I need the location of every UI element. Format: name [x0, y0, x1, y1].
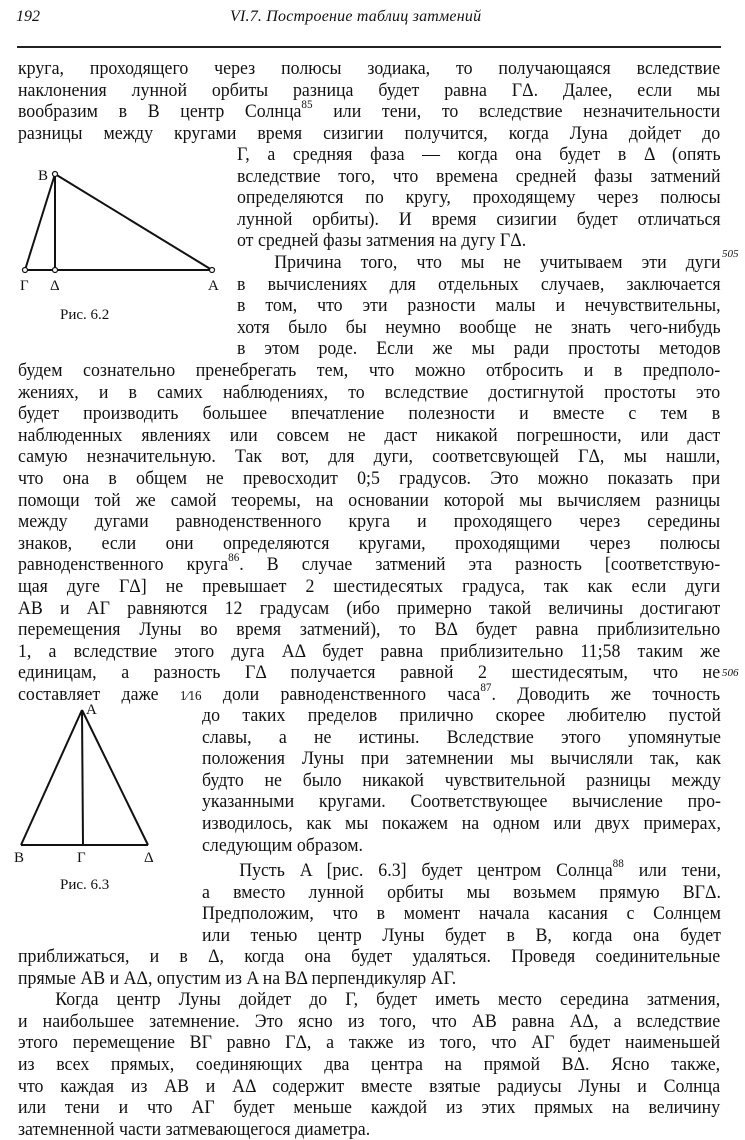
- text-run: изводилось, как мы покажем на одном или двух примерах,: [202, 812, 721, 834]
- text-block-3: [18, 360, 720, 706]
- text-line: [237, 209, 721, 231]
- text-line: [18, 511, 720, 533]
- text-line: [202, 770, 721, 792]
- text-run: наблюденных явлениях или совсем не даст никакой погрешности, или даст: [18, 424, 721, 446]
- text-run: или тенью центр Луны будет в B, когда она будет: [202, 924, 721, 946]
- footnote-ref: 86: [228, 550, 240, 565]
- fraction: 1⁄16: [179, 688, 202, 704]
- text-line: [202, 882, 721, 904]
- text-line: [18, 1032, 720, 1054]
- text-line: [202, 903, 721, 925]
- line-A-G: [82, 710, 83, 845]
- point-B: [53, 172, 58, 177]
- header-rule: [17, 46, 721, 48]
- label-B: B: [38, 168, 49, 184]
- text-block-6: [18, 946, 720, 1140]
- text-line: [18, 598, 720, 620]
- text-line: [18, 946, 720, 968]
- text-line: [237, 166, 721, 188]
- text-run: и наибольшее затемнение. Это ясно из того, что AB равна AΔ, а вследствие: [18, 1010, 721, 1032]
- page-number: 192: [16, 8, 40, 25]
- text-run: Предположим, что в момент начала касания с Солнцем: [202, 903, 721, 925]
- label-G: Г: [77, 850, 86, 866]
- text-line: [202, 791, 721, 813]
- text-run: в этом роде. Если же мы ради простоты методов: [237, 338, 721, 360]
- footnote-ref: 85: [301, 97, 313, 112]
- text-run: Причина того, что мы не учитываем эти дуги: [274, 251, 721, 273]
- text-run: определяются по кругу, проходящему через полюсы: [237, 187, 721, 209]
- text-line: [18, 403, 720, 425]
- text-run: положения Луны при затемнении мы вычисляли так, как: [202, 748, 721, 770]
- text-block-2: [237, 144, 721, 360]
- text-line: [18, 382, 720, 404]
- text-line: [237, 295, 721, 317]
- figure-6-2: [0, 150, 230, 330]
- text-run: что она в общем не превосходит 0;5 градусов. Это можно показать при: [18, 467, 721, 489]
- text-line: [18, 619, 720, 641]
- text-line: [237, 230, 721, 252]
- text-run: затемненной части затмевающегося диаметра.: [18, 1118, 371, 1140]
- text-line: [237, 252, 721, 274]
- text-run: перемещения Луны во время затмений), то BΔ будет равна приблизительно: [18, 619, 721, 641]
- text-run: жениях, и в самих наблюдениях, то вследствие достигнутой простоты это: [18, 381, 721, 403]
- text-line: [202, 813, 721, 835]
- text-line: [18, 123, 720, 145]
- text-run: прямые AB и AΔ, опустим из A на BΔ перпендикуляр AГ.: [18, 967, 457, 989]
- text-run: от средней фазы затмения на дугу ГΔ.: [237, 230, 527, 252]
- text-run: 1, а вследствие этого дуга AΔ будет равна приблизительно 11;58 таким же: [18, 640, 721, 662]
- text-run: наклонения лунной орбиты разница будет равна ГΔ. Далее, если мы: [18, 79, 721, 101]
- text-line: [202, 856, 721, 882]
- text-line: [237, 187, 721, 209]
- text-line: [237, 144, 721, 166]
- text-run: вследствие того, что времена средней фазы затмений: [237, 165, 721, 187]
- line-B-A: [55, 174, 212, 270]
- label-D: Δ: [144, 850, 154, 866]
- text-line: [18, 1119, 720, 1140]
- text-run: в том, что эти разности малы и нечувствительны,: [237, 295, 721, 317]
- line-A-B: [21, 710, 82, 845]
- text-block-4: [202, 705, 721, 856]
- text-run: самую незначительную. Так вот, для дуги, соответсвующей ГΔ, мы нашли,: [18, 446, 721, 468]
- text-block-1: [18, 58, 720, 144]
- line-A-D: [82, 710, 148, 845]
- text-run: славы, а не истины. Вследствие этого упомянутые: [202, 726, 721, 748]
- text-line: [18, 989, 720, 1011]
- text-run: . В случае затмений эта разность [соответствую-: [239, 554, 721, 576]
- text-run: между дугами равноденственного круга и проходящего через середины: [18, 511, 721, 533]
- text-line: [202, 727, 721, 749]
- figure-6-3-caption: Рис. 6.3: [60, 877, 110, 893]
- text-run: знаков, если они определяются кругами, проходящими через полюсы: [18, 532, 721, 554]
- label-D: Δ: [50, 278, 60, 294]
- text-run: Когда центр Луны дойдет до Г, будет иметь место середина затмения,: [55, 989, 721, 1011]
- text-line: [237, 317, 721, 339]
- text-run: круга, проходящего через полюсы зодиака, то получающаяся вследствие: [18, 58, 721, 79]
- text-line: [18, 425, 720, 447]
- text-line: [202, 748, 721, 770]
- text-run: Г, а средняя фаза — когда она будет в Δ (опять: [237, 144, 721, 165]
- text-line: [202, 705, 721, 727]
- text-line: [18, 1054, 720, 1076]
- point-A: [210, 268, 215, 273]
- text-line: [18, 550, 721, 576]
- label-A: A: [86, 702, 97, 718]
- text-run: . Доводить же точность: [491, 683, 721, 705]
- text-line: [18, 446, 720, 468]
- text-run: будет производить большее впечатление полезности и вместе с тем в: [18, 403, 721, 425]
- text-run: до таких пределов прилично скорее любителю пустой: [202, 705, 721, 726]
- text-run: или тени,: [623, 860, 721, 881]
- text-line: [18, 490, 720, 512]
- figure-6-3: [0, 690, 200, 866]
- text-run: составляет даже: [18, 683, 180, 705]
- text-line: [18, 1076, 720, 1098]
- text-run: или тени и что AГ будет меньше каждой из этих прямых на величину: [18, 1097, 721, 1119]
- text-run: приближаться, и в Δ, когда она будет удаляться. Проведя соединительные: [18, 946, 721, 967]
- text-line: [237, 274, 721, 296]
- margin-number-506: 506: [722, 667, 739, 679]
- margin-number-505: 505: [722, 248, 739, 260]
- label-A: A: [208, 278, 219, 294]
- text-run: разницы между кругами время сизигии получится, когда Луна дойдет до: [18, 122, 721, 144]
- text-run: единицам, а разность ГΔ получается равной 2 шестидесятым, что не: [18, 662, 721, 684]
- line-B-G: [25, 174, 55, 270]
- footnote-ref: 88: [612, 856, 624, 870]
- text-line: [18, 1011, 720, 1033]
- text-run: будто не было никакой чувствительной разницы между: [202, 769, 721, 791]
- text-line: [18, 1097, 720, 1119]
- text-run: помощи той же самой теоремы, на основании которой мы вычисляем разницы: [18, 489, 721, 511]
- text-line: [18, 97, 721, 123]
- text-run: доли равноденственного часа: [201, 683, 481, 705]
- text-line: [18, 533, 720, 555]
- text-run: в вычислениях для отдельных случаев, заключается: [237, 273, 721, 295]
- text-line: [18, 968, 720, 990]
- point-D: [53, 268, 58, 273]
- label-B: B: [14, 850, 25, 866]
- text-line: [18, 360, 720, 382]
- text-run: щая дуге ГΔ] не превышает 2 шестидесятых градуса, так как если дуги: [18, 575, 721, 597]
- text-block-5: [202, 856, 721, 946]
- text-run: или тени, то вследствие незначительности: [312, 101, 721, 123]
- text-line: [18, 468, 720, 490]
- text-run: вообразим в B центр Солнца: [18, 101, 302, 123]
- text-line: [202, 835, 721, 857]
- text-run: что каждая из AB и AΔ содержит вместе взятые радиусы Луны и Солнца: [18, 1075, 721, 1097]
- figure-6-2-caption: Рис. 6.2: [60, 307, 110, 323]
- text-run: лунной орбиты). И время сизигии будет отличаться: [237, 208, 721, 230]
- text-run: Пусть A [рис. 6.3] будет центром Солнца: [239, 860, 613, 881]
- text-run: следующим образом.: [202, 834, 364, 856]
- footnote-ref: 87: [480, 679, 492, 694]
- text-line: [18, 58, 720, 80]
- text-line: [202, 925, 721, 947]
- text-line: [18, 641, 720, 663]
- text-run: равноденственного круга: [18, 554, 229, 576]
- text-run: а вместо лунной орбиты мы возьмем прямую BГΔ.: [202, 881, 721, 903]
- text-run: хотя было бы неумно вообще не знать чего-нибудь: [237, 316, 721, 338]
- text-run: указанными кругами. Соответствующее вычисление про-: [202, 791, 721, 813]
- point-G: [23, 268, 28, 273]
- label-G: Г: [20, 278, 29, 294]
- text-run: из всех прямых, соединяющих два центра на прямой BΔ. Ясно также,: [18, 1053, 721, 1075]
- text-line: [18, 80, 720, 102]
- text-run: AB и AГ равняются 12 градусам (ибо примерно такой величины достигают: [18, 597, 721, 619]
- text-run: будем сознательно пренебрегать тем, что можно отбросить и в предполо-: [18, 360, 721, 381]
- text-line: [18, 576, 720, 598]
- text-line: [237, 338, 721, 360]
- running-title: VI.7. Построение таблиц затмений: [230, 8, 482, 25]
- text-line: [18, 662, 720, 684]
- text-run: этого перемещение BГ равно ГΔ, а также из того, что AГ будет наименьшей: [18, 1032, 721, 1054]
